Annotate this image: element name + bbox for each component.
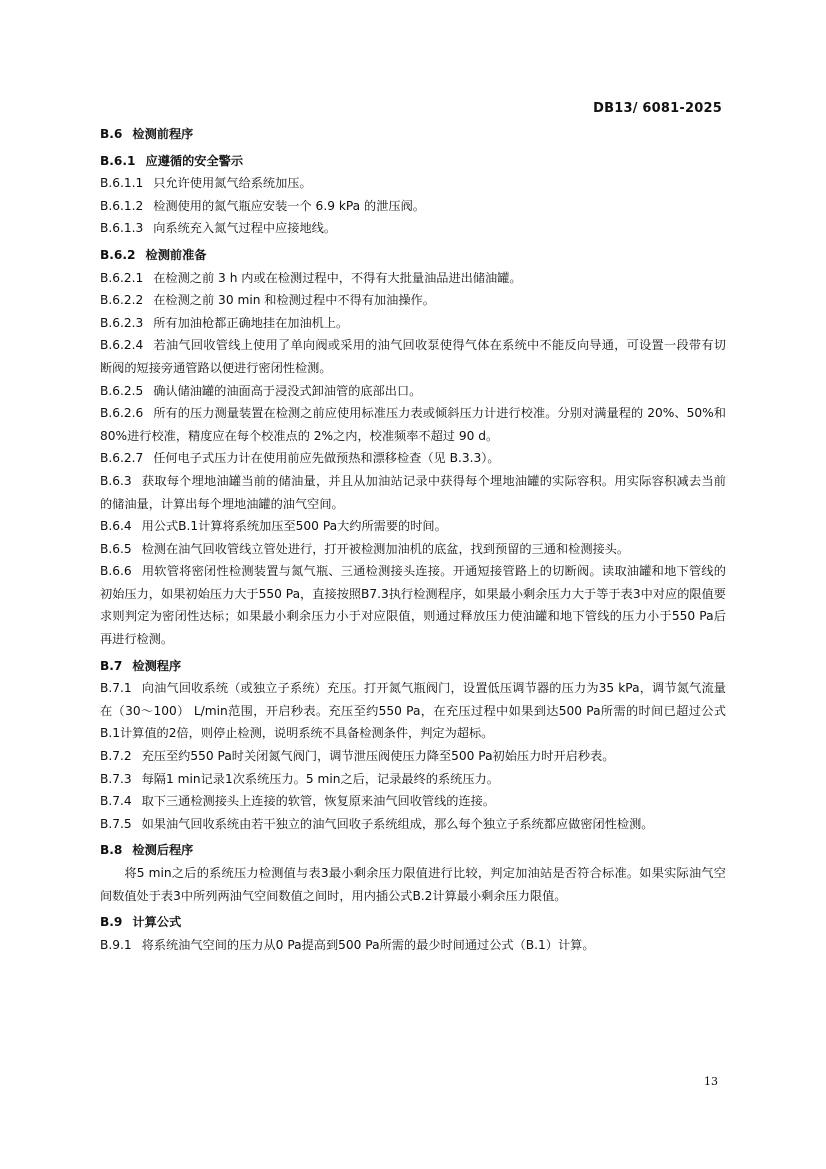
clause-paragraph: B.7.5 如果油气回收系统由若干独立的油气回收子系统组成，那么每个独立子系统都应做密闭性检测。 (100, 816, 654, 831)
clause-paragraph: B.6.1.2 检测使用的氮气瓶应安装一个 6.9 kPa 的泄压阀。 (100, 198, 425, 213)
section-heading: B.7 检测程序 (100, 658, 182, 673)
clause-paragraph: B.6.2.1 在检测之前 3 h 内或在检测过程中，不得有大批量油品进出储油罐。 (100, 270, 522, 285)
clause-paragraph: B.6.4 用公式B.1计算将系统加压至500 Pa大约所需要的时间。 (100, 519, 447, 534)
clause-paragraph: B.6.2.3 所有加油枪都正确地挂在加油机上。 (100, 315, 349, 330)
clause-paragraph: B.6.5 检测在油气回收管线立管处进行，打开被检测加油机的底盆，找到预留的三通和检测接头。 (100, 541, 630, 556)
clause-paragraph: B.6.3 获取每个埋地油罐当前的储油量，并且从加油站记录中获得每个埋地油罐的实际容积。用实际容积减去当前的储油量，计算出每个埋地油罐的油气空间。 (100, 473, 726, 511)
clause-paragraph: B.6.2.7 任何电子式压力计在使用前应先做预热和漂移检查（见 B.3.3）。 (100, 451, 500, 466)
clause-paragraph: B.9.1 将系统油气空间的压力从0 Pa提高到500 Pa所需的最少时间通过公式（B.1）计算。 (100, 937, 595, 952)
clause-paragraph: B.7.2 充压至约550 Pa时关闭氮气阀门，调节泄压阀使压力降至500 Pa初始压力时开启秒表。 (100, 749, 615, 764)
section-heading: B.9 计算公式 (100, 915, 182, 930)
clause-paragraph: B.6.1.1 只允许使用氮气给系统加压。 (100, 176, 312, 191)
clause-paragraph: B.6.2.6 所有的压力测量装置在检测之前应使用标准压力表或倾斜压力计进行校准。分别对满量程的 20%、50%和 80%进行校准，精度应在每个校准点的 2%之内，校准频率不超过 90 d。 (100, 406, 726, 443)
clause-paragraph: B.6.2.5 确认储油罐的油面高于浸没式卸油管的底部出口。 (100, 383, 422, 398)
clause-paragraph: B.6.2.4 若油气回收管线上使用了单向阀或采用的油气回收泵使得气体在系统中不能反向导通，可设置一段带有切断阀的短接旁通管路以便进行密闭性检测。 (100, 338, 726, 375)
clause-paragraph: B.6.1.3 向系统充入氮气过程中应接地线。 (100, 221, 337, 236)
clause-paragraph: B.7.3 每隔1 min记录1次系统压力。5 min之后，记录最终的系统压力。 (100, 771, 499, 786)
page-number: 13 (704, 1075, 718, 1088)
clause-paragraph: B.6.6 用软管将密闭性检测装置与氮气瓶、三通检测接头连接。开通短接管路上的切断阀。读取油罐和地下管线的初始压力，如果初始压力大于550 Pa，直接按照B7.3执行检测程序，如果最小剩余压力大于等于表3中对应的限值要求则判定为密闭性达标；如果最小剩余压力小于对应限值，则通过释放压力使油罐和地下管线的压力小于550 Pa后再进行检测。 (100, 564, 726, 647)
clause-paragraph: B.7.1 向油气回收系统（或独立子系统）充压。打开氮气瓶阀门，设置低压调节器的压力为35 kPa，调节氮气流量在（30～100） L/min范围，开启秒表。充压至约550 Pa，在充压过程中如果到达500 Pa所需的时间已超过公式B.1计算值的2倍，则停止检测，说明系统不具备检测条件，判定为超标。 (100, 681, 726, 741)
clause-paragraph: B.6.2.2 在检测之前 30 min 和检测过程中不得有加油操作。 (100, 293, 435, 308)
document-code: DB13/ 6081-2025 (593, 101, 722, 116)
clause-paragraph: B.7.4 取下三通检测接头上连接的软管，恢复原来油气回收管线的连接。 (100, 794, 496, 809)
section-heading: B.6.1 应遵循的安全警示 (100, 153, 244, 168)
body-paragraph: 将5 min之后的系统压力检测值与表3最小剩余压力限值进行比较，判定加油站是否符合标准。如果实际油气空间数值处于表3中所列两油气空间数值之间时，用内插公式B.2计算最小剩余压力限值。 (100, 866, 726, 903)
section-heading: B.8 检测后程序 (100, 843, 194, 858)
document-body (100, 123, 726, 956)
section-heading: B.6.2 检测前准备 (100, 247, 207, 262)
section-heading: B.6 检测前程序 (100, 127, 194, 141)
